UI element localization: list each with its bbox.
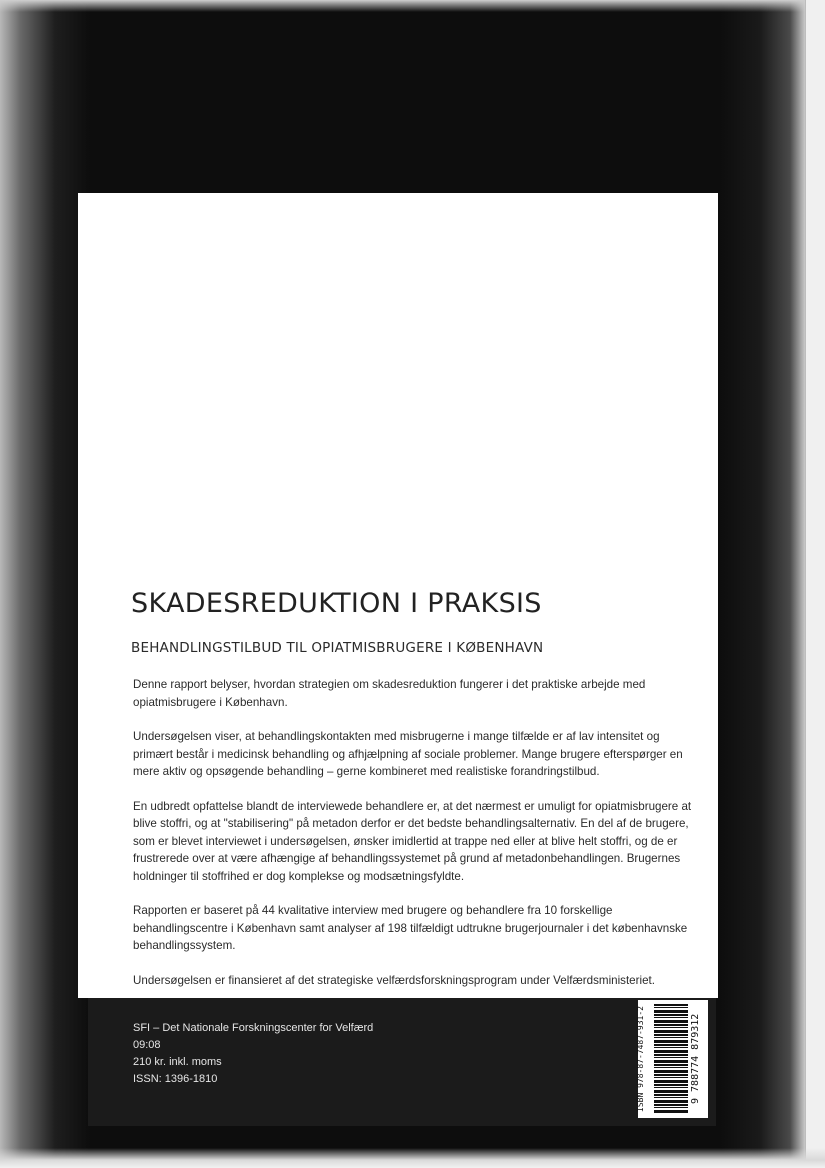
paragraph-findings: Undersøgelsen viser, at behandlingskontakten med misbrugerne i mange tilfælde er af lav intensitet og primært består i medicinsk behandling og afhjælpning af sociale problemer. Mange brugere efterspørger en mere aktiv og opsøgende behandling – gerne kombineret med realistiske forandringstilbud. bbox=[133, 730, 683, 778]
paragraph-intro: Denne rapport belyser, hvordan strategien om skadesreduktion fungerer i det praktiske arbejde med opiatmisbrugere i København. bbox=[133, 678, 646, 709]
cover-title: SKADESREDUKTION I PRAKSIS bbox=[131, 588, 542, 619]
paragraph-method: Rapporten er baseret på 44 kvalitative interview med brugere og behandlere fra 10 forskellige behandlingscentre i København samt analyser af 198 tilfældigt udtrukne brugerjournaler i det københavnske behandlingssystem. bbox=[133, 904, 688, 952]
issn: ISSN: 1396-1810 bbox=[133, 1073, 218, 1085]
barcode-digits: 9 788774 879312 bbox=[690, 1013, 701, 1105]
publisher-info bbox=[133, 1020, 433, 1088]
report-number: 09:08 bbox=[133, 1039, 161, 1051]
cover-subtitle: BEHANDLINGSTILBUD TIL OPIATMISBRUGERE I KØBENHAVN bbox=[131, 640, 544, 656]
scan-right-margin bbox=[805, 0, 825, 1168]
price: 210 kr. inkl. moms bbox=[133, 1056, 222, 1068]
paragraph-funding: Undersøgelsen er finansieret af det strategiske velfærdsforskningsprogram under Velfærdsministeriet. bbox=[133, 973, 655, 987]
scan-bottom-edge bbox=[0, 1148, 825, 1168]
scan-top-edge bbox=[0, 0, 825, 12]
isbn-label: ISBN 978-87-7487-931-2 bbox=[636, 1006, 645, 1112]
publisher-name: SFI – Det Nationale Forskningscenter for Velfærd bbox=[133, 1022, 374, 1034]
paragraph-views: En udbredt opfattelse blandt de interviewede behandlere er, at det nærmest er umuligt for opiatmisbrugere at blive stoffri, og at "stabilisering" på metadon derfor er det bedste behandlingsalternativ. En del af de brugere, som er blevet interviewet i undersøgelsen, ønsker imidlertid at trappe ned eller at blive helt stoffri, og de er frustrerede over at være afhængige af behandlingssystemet på grund af metadonbehandlingen. Brugernes holdninger til stoffrihed er dog komplekse og modsætningsfyldte. bbox=[133, 799, 692, 883]
cover-body bbox=[133, 676, 701, 1006]
barcode-bars-icon bbox=[654, 1004, 688, 1114]
